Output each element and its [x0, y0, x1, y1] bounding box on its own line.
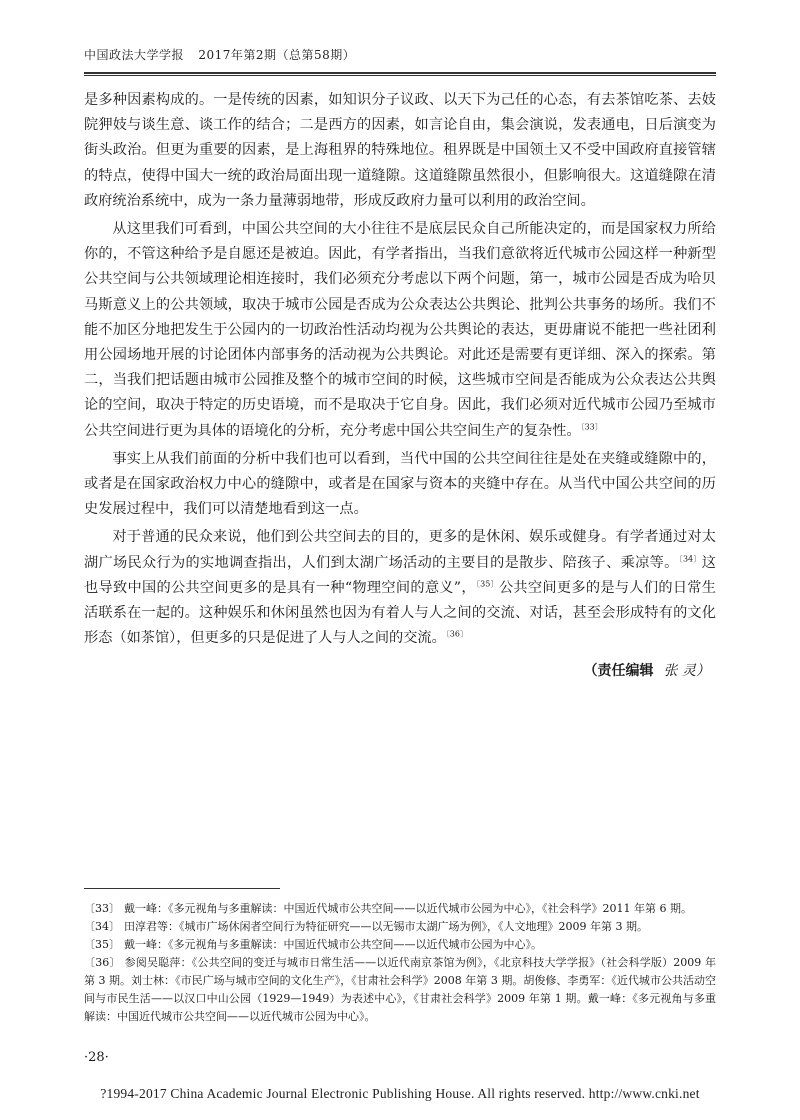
- paragraph-text: 从这里我们可看到，中国公共空间的大小往往不是底层民众自己所能决定的，而是国家权力所给你的，不管这种给予是自愿还是被迫。因此，有学者指出，当我们意欲将近代城市公园这样一种新型公共空间与公共领域理论相连接时，我们必须充分考虑以下两个问题，第一，城市公园是否成为哈贝马斯意义上的公共领域，取决于城市公园是否成为公众表达公共舆论、批判公共事务的场所。我们不能不加区分地把发生于公园内的一切政治性活动均视为公共舆论的表达，更毋庸说不能把一些社团利用公园场地开展的讨论团体内部事务的活动视为公共舆论。对此还是需要有更详细、深入的探索。第二，当我们把话题由城市公园推及整个的城市空间的时候，这些城市空间是否能成为公众表达公共舆论的空间，取决于特定的历史语境，而不是取决于它自身。因此，我们必须对近代城市公园乃至城市公共空间进行更为具体的语境化的分析，充分考虑中国公共空间生产的复杂性。: [84, 221, 716, 439]
- footnote-label: 〔36〕: [84, 956, 121, 969]
- paragraph-text: 这也导致中国的公共空间更多的是具有一种“物理空间的意义”，: [84, 554, 716, 596]
- paragraph: [84, 525, 716, 651]
- responsible-editor: [584, 660, 710, 680]
- running-header: [84, 46, 355, 63]
- paragraph: [84, 217, 716, 444]
- footnote-item: [84, 900, 716, 918]
- footnote-ref-34[interactable]: 〔34〕: [678, 553, 702, 563]
- footnote-item: [84, 954, 716, 1026]
- paragraph: 事实上从我们前面的分析中我们也可以看到，当代中国的公共空间往往是处在夹缝或缝隙中的，或者是在国家政治权力中心的缝隙中，或者是在国家与资本的夹缝中存在。从当代中国公共空间的历史发展过程中，我们可以清楚地看到这一点。: [84, 450, 716, 518]
- footnote-text: 田淳君等：《城市广场休闲者空间行为特征研究——以无锡市太湖广场为例》，《人文地理》2009 年第 3 期。: [124, 920, 648, 933]
- footnote-ref-36[interactable]: 〔36〕: [445, 629, 468, 639]
- editor-name: 张 灵）: [663, 663, 710, 679]
- footnote-text: 参阅吴聪萍：《公共空间的变迁与城市日常生活——以近代南京茶馆为例》，《北京科技大学学报》（社会科学版）2009 年第 3 期。刘士林：《市民广场与城市空间的文化生产》，《甘肃社会科学》2008 年第 3 期。胡俊修、李勇军：《近代城市公共活动空间与市民生活——以汉口中山公园（1929—1949）为表述中心》，《甘肃社会科学》2009 年第 1 期。戴一峰：《多元视角与多重解读：中国近代城市公共空间——以近代城市公园为中心》。: [84, 956, 716, 1023]
- editor-label: （责任编辑: [583, 663, 654, 679]
- paragraph: 是多种因素构成的。一是传统的因素，如知识分子议政、以天下为己任的心态，有去茶馆吃茶、去妓院狎妓与谈生意、谈工作的结合；二是西方的因素，如言论自由，集会演说，发表通电，日后演变为街头政治。但更为重要的因素，是上海租界的特殊地位。租界既是中国领土又不受中国政府直接管辖的特点，使得中国大一统的政治局面出现一道缝隙。这道缝隙虽然很小，但影响很大。这道缝隙在清政府统治系统中，成为一条力量薄弱地带，形成反政府力量可以利用的政治空间。: [84, 92, 716, 209]
- copyright-line: ?1994-2017 China Academic Journal Electronic Publishing House. All rights reserved. http://www.cnki.net: [100, 1086, 700, 1101]
- paragraph-text: 对于普通的民众来说，他们到公共空间去的目的，更多的是休闲、娱乐或健身。有学者通过对太湖广场民众行为的实地调查指出，人们到太湖广场活动的主要目的是散步、陪孩子、乘凉等。: [84, 529, 716, 571]
- header-rule-thin: [84, 75, 716, 76]
- footnote-label: 〔34〕: [84, 920, 120, 933]
- footnotes: [84, 900, 716, 1026]
- article-body: [84, 88, 716, 654]
- paragraph-text: 公共空间更多的是与人们的日常生活联系在一起的。这种娱乐和休闲虽然也因为有着人与人之间的交流、对话，甚至会形成特有的文化形态（如茶馆），但更多的只是促进了人与人之间的交流。: [84, 579, 716, 647]
- footnote-rule: [84, 888, 280, 889]
- footnote-label: 〔33〕: [84, 902, 120, 915]
- issue-info: 2017年第2期（总第58期）: [198, 48, 356, 62]
- header-rule: [84, 72, 716, 74]
- footnote-ref-35[interactable]: 〔35〕: [475, 579, 499, 589]
- footnote-text: 戴一峰：《多元视角与多重解读：中国近代城市公共空间——以近代城市公园为中心》，《社会科学》2011 年第 6 期。: [124, 902, 692, 915]
- footnote-text: 戴一峰：《多元视角与多重解读：中国近代城市公共空间——以近代城市公园为中心》。: [124, 938, 542, 951]
- page-number: ·28·: [84, 1050, 109, 1065]
- footnote-ref-33[interactable]: 〔33〕: [580, 421, 603, 431]
- footnote-item: [84, 936, 716, 954]
- journal-title: 中国政法大学学报: [84, 48, 185, 62]
- footnote-item: [84, 918, 716, 936]
- footnote-label: 〔35〕: [84, 938, 120, 951]
